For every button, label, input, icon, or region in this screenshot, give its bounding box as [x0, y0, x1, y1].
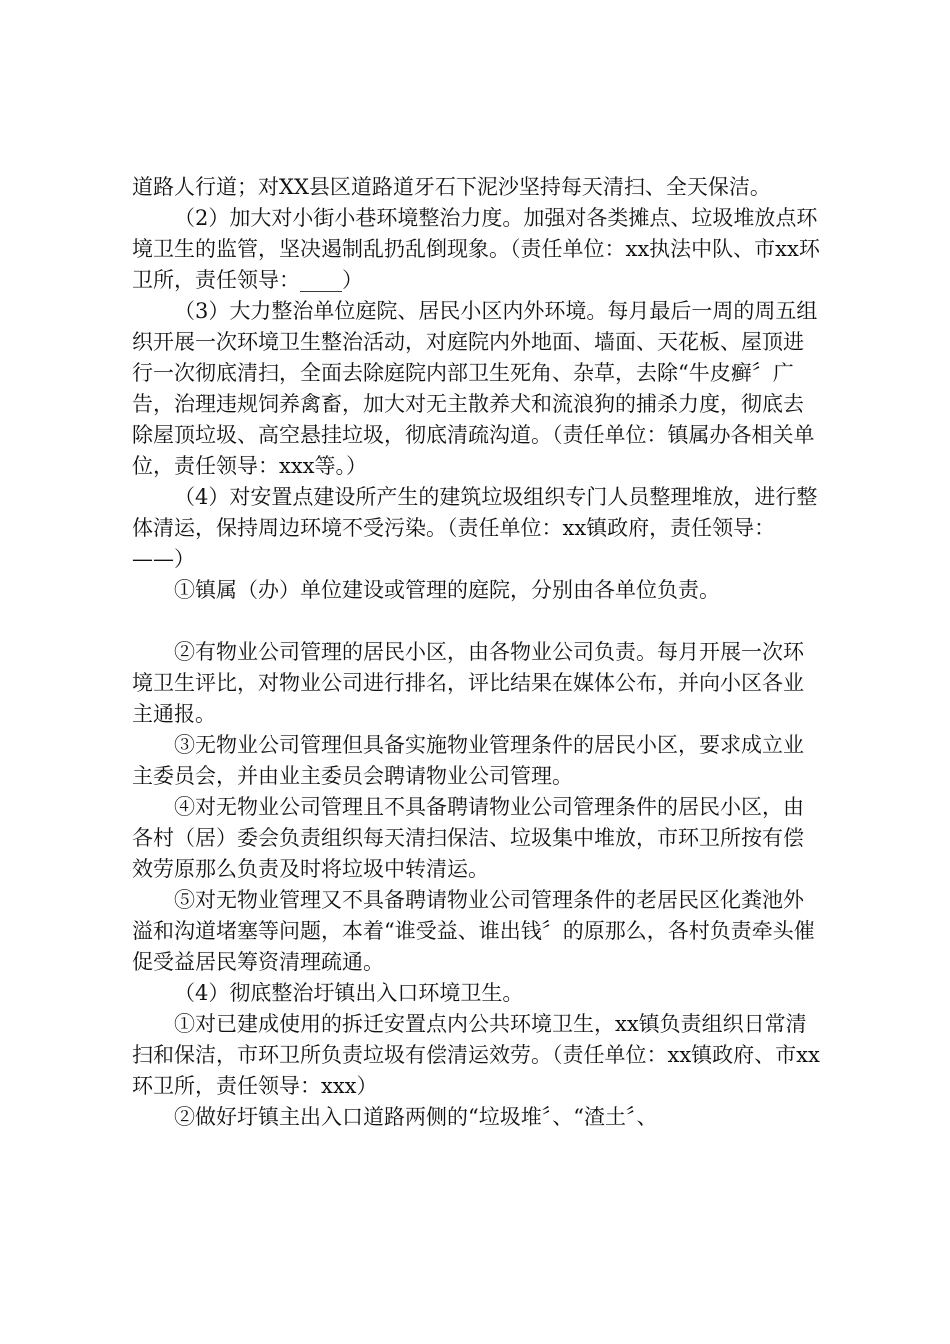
paragraph-item-1: ①镇属（办）单位建设或管理的庭院，分别由各单位负责。	[174, 578, 720, 602]
paragraph-entrance-item-1: ①对已建成使用的拆迁安置点内公共环境卫生，xx镇负责组织日常清扫和保洁，市环卫所负责垃圾有偿清运效劳。（责任单位：xx镇政府、市xx环卫所，责任领导：xxx）	[132, 1012, 820, 1098]
paragraph-construction-waste: （4）对安置点建设所产生的建筑垃圾组织专门人员整理堆放，进行整体清运，保持周边环境不受污染。（责任单位：xx镇政府，责任领导：——）	[132, 485, 818, 571]
paragraph-town-entrance-heading: （4）彻底整治圩镇出入口环境卫生。	[174, 981, 524, 1005]
paragraph-courtyards: （3）大力整治单位庭院、居民小区内外环境。每月最后一周的周五组织开展一次环境卫生整治活动，对庭院内外地面、墙面、天花板、屋顶进行一次彻底清扫，全面去除庭院内部卫生死角、杂草，去除“牛皮癣〞广告，治理违规饲养禽畜，加大对无主散养犬和流浪狗的捕杀力度，彻底去除屋顶垃圾、高空悬挂垃圾，彻底清疏沟道。（责任单位：镇属办各相关单位，责任领导：xxx等。）	[132, 299, 818, 478]
paragraph-item-3: ③无物业公司管理但具备实施物业管理条件的居民小区，要求成立业主委员会，并由业主委员会聘请物业公司管理。	[132, 733, 804, 788]
paragraph-road-sidewalk: 道路人行道；对XX县区道路道牙石下泥沙坚持每天清扫、全天保洁。	[132, 175, 771, 199]
paragraph-entrance-item-2: ②做好圩镇主出入口道路两侧的“垃圾堆〞、“渣土〞、	[174, 1105, 658, 1129]
paragraph-gap	[132, 606, 822, 637]
paragraph-item-5: ⑤对无物业管理又不具备聘请物业公司管理条件的老居民区化粪池外溢和沟道堵塞等问题，本着“谁受益、谁出钱〞的原那么，各村负责牵头催促受益居民筹资清理疏通。	[132, 888, 815, 974]
paragraph-small-streets: （2）加大对小街小巷环境整治力度。加强对各类摊点、垃圾堆放点环境卫生的监管，坚决遏制乱扔乱倒现象。（责任单位：xx执法中队、市xx环卫所，责任领导：____）	[132, 206, 820, 292]
paragraph-item-2: ②有物业公司管理的居民小区，由各物业公司负责。每月开展一次环境卫生评比，对物业公司进行排名，评比结果在媒体公布，并向小区各业主通报。	[132, 640, 804, 726]
paragraph-item-4: ④对无物业公司管理且不具备聘请物业公司管理条件的居民小区，由各村（居）委会负责组织每天清扫保洁、垃圾集中堆放，市环卫所按有偿效劳原那么负责及时将垃圾中转清运。	[132, 795, 804, 881]
document-body	[132, 172, 822, 1133]
